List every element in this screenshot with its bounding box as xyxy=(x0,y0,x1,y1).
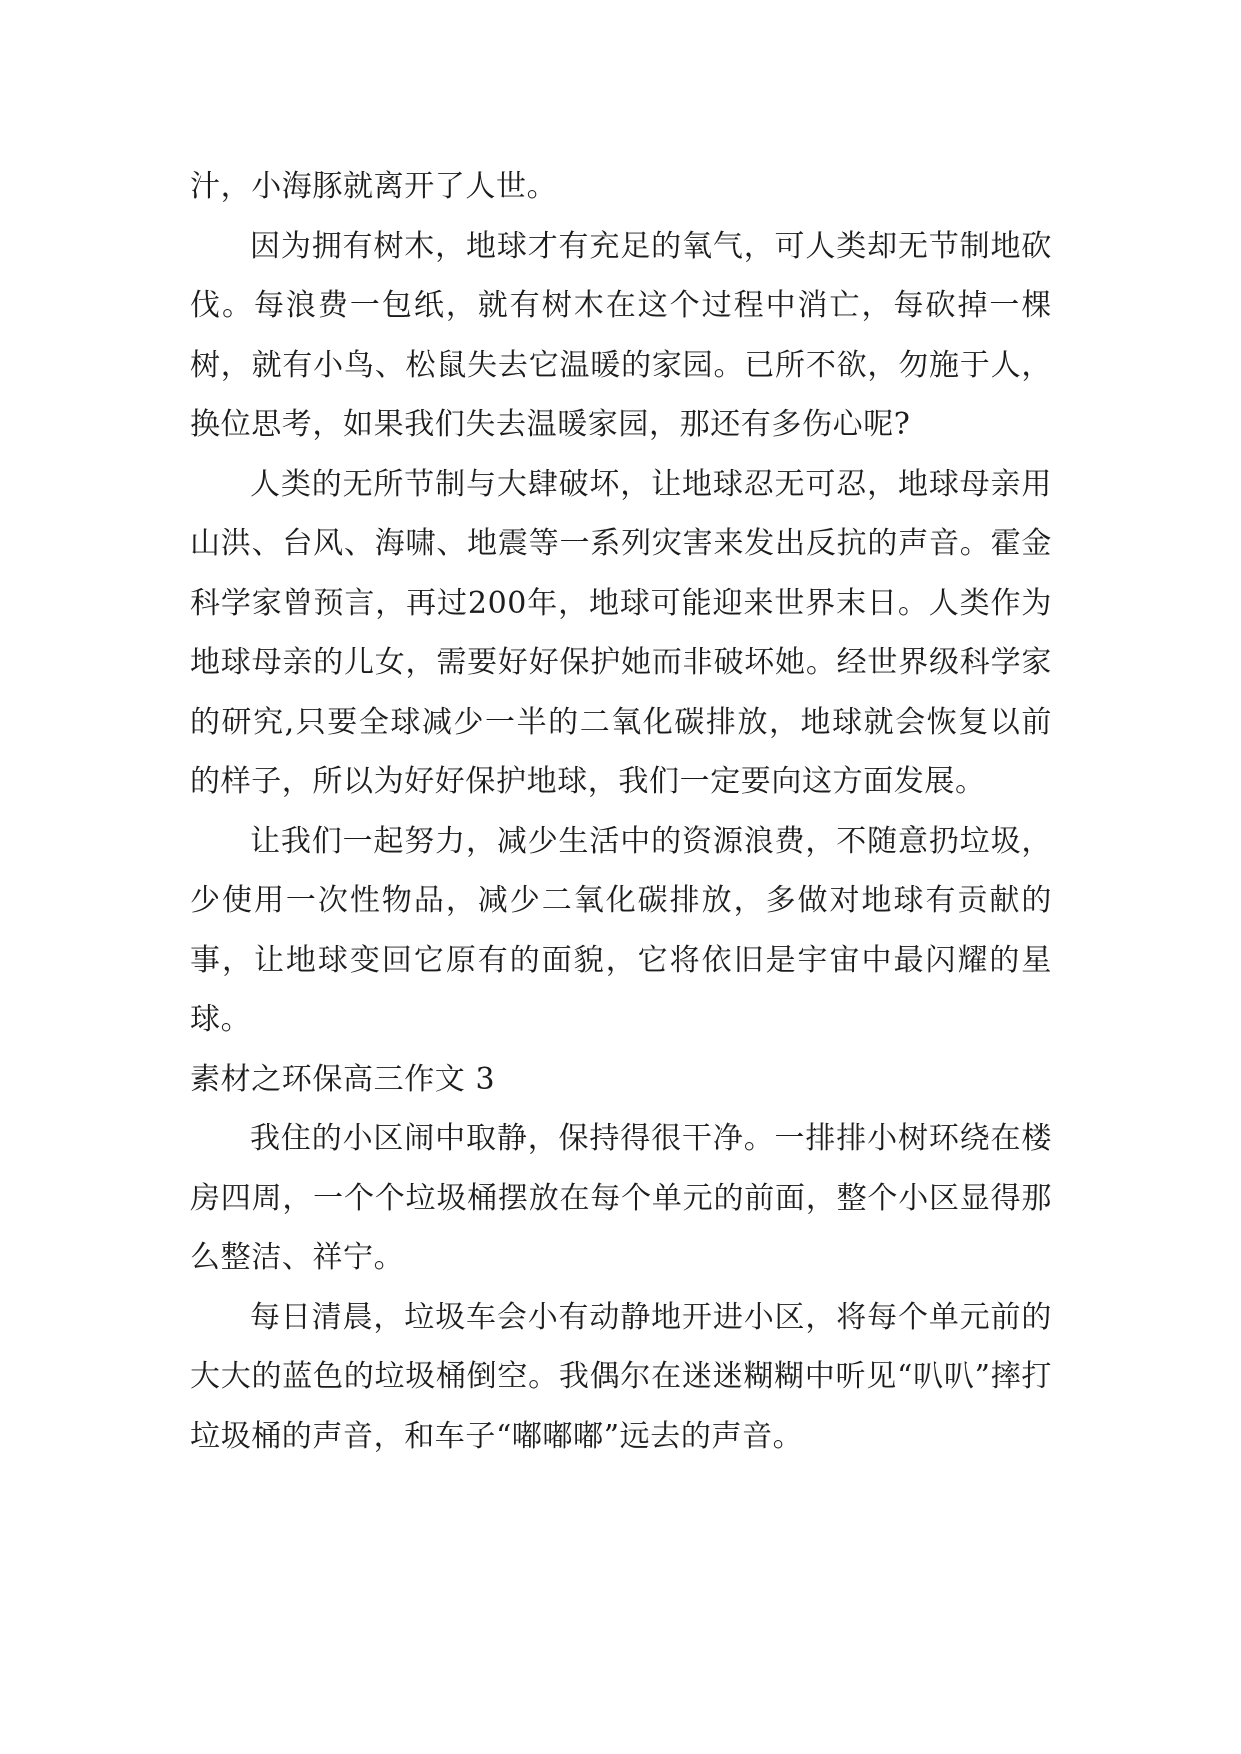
document-body xyxy=(190,157,1052,1466)
section-heading: 素材之环保高三作文 3 xyxy=(190,1061,496,1097)
paragraph-disasters: 人类的无所节制与大肆破坏，让地球忍无可忍，地球母亲用山洪、台风、海啸、地震等一系列灾害来发出反抗的声音。霍金科学家曾预言，再过200年，地球可能迎来世界末日。人类作为地球母亲的儿女，需要好好保护她而非破坏她。经世界级科学家的研究,只要全球减少一半的二氧化碳排放，地球就会恢复以前的样子，所以为好好保护地球，我们一定要向这方面发展。 xyxy=(190,466,1052,799)
paragraph-neighborhood: 我住的小区闹中取静，保持得很干净。一排排小树环绕在楼房四周，一个个垃圾桶摆放在每个单元的前面，整个小区显得那么整洁、祥宁。 xyxy=(190,1121,1052,1275)
paragraph-call-to-action: 让我们一起努力，减少生活中的资源浪费，不随意扔垃圾，少使用一次性物品，减少二氧化碳排放，多做对地球有贡献的事，让地球变回它原有的面貌，它将依旧是宇宙中最闪耀的星球。 xyxy=(190,823,1052,1037)
paragraph-trees: 因为拥有树木，地球才有充足的氧气，可人类却无节制地砍伐。每浪费一包纸，就有树木在这个过程中消亡，每砍掉一棵树，就有小鸟、松鼠失去它温暖的家园。已所不欲，勿施于人，换位思考，如果我们失去温暖家园，那还有多伤心呢? xyxy=(190,228,1052,442)
paragraph-garbage-truck: 每日清晨，垃圾车会小有动静地开进小区，将每个单元前的大大的蓝色的垃圾桶倒空。我偶尔在迷迷糊糊中听见“叭叭”摔打垃圾桶的声音，和车子“嘟嘟嘟”远去的声音。 xyxy=(190,1299,1052,1454)
paragraph-continuation: 汁，小海豚就离开了人世。 xyxy=(190,169,558,204)
